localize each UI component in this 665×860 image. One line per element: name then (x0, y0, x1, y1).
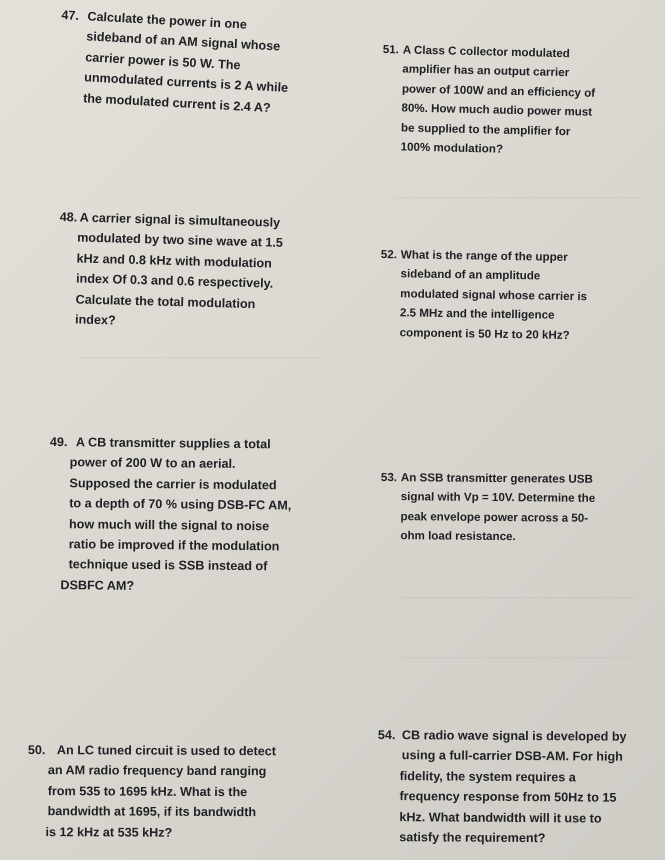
question-line: An LC tuned circuit is used to detect (56, 743, 276, 759)
question-line: ohm load resistance. (400, 529, 516, 544)
question-line: kHz and 0.8 kHz with modulation (76, 251, 273, 271)
question-number: 47. (61, 7, 80, 23)
show-through-text: ~~~~~~~~~~~~~~~~~~~~~~~~~~~~~~~~~~~ (400, 653, 636, 665)
question-line: be supplied to the amplifier for (400, 121, 571, 138)
question-line: unmodulated currents is 2 A while (83, 70, 289, 96)
question-number: 51. (382, 42, 400, 57)
question-line: index? (74, 312, 116, 328)
question-48 (57, 207, 320, 336)
question-53 (380, 468, 651, 548)
question-line: ratio be improved if the modulation (68, 537, 280, 554)
question-line: power of 100W and an efficiency of (401, 82, 596, 100)
question-number: 52. (380, 247, 398, 262)
question-line: Supposed the carrier is modulated (69, 476, 277, 493)
question-line: 100% modulation? (400, 140, 504, 156)
question-line: from 535 to 1695 kHz. What is the (47, 783, 248, 799)
question-line: sideband of an AM signal whose (86, 29, 281, 54)
question-line: technique used is SSB instead of (68, 557, 268, 574)
question-line: amplifier has an output carrier (402, 62, 570, 80)
question-line: satisfy the requirement? (399, 830, 546, 846)
question-line: 2.5 MHz and the intelligence (399, 306, 555, 322)
question-50 (27, 740, 318, 844)
question-line: Calculate the total modulation (75, 292, 256, 311)
question-line: kHz. What bandwidth will it use to (399, 809, 602, 826)
question-number: 48. (59, 209, 78, 225)
show-through-text: ~~~~~~~~~~~~~~~~~~~~~~~~~~~~~~~~~~~ (400, 593, 636, 605)
question-line: modulated signal whose carrier is (400, 287, 588, 304)
question-number: 50. (27, 742, 46, 758)
question-47 (57, 5, 322, 120)
question-line: CB radio wave signal is developed by (401, 728, 627, 744)
question-line: An SSB transmitter generates USB (400, 471, 593, 486)
question-51 (380, 40, 653, 163)
question-line: an AM radio frequency band ranging (47, 763, 267, 779)
question-line: What is the range of the upper (400, 248, 568, 264)
question-line: 80%. How much audio power must (401, 101, 593, 119)
question-line: frequency response from 50Hz to 15 (399, 789, 617, 805)
question-line: carrier power is 50 W. The (84, 50, 241, 73)
question-number: 49. (49, 434, 68, 450)
question-line: component is 50 Hz to 20 kHz? (399, 325, 570, 342)
question-line: A Class C collector modulated (402, 43, 570, 61)
question-line: DSBFC AM? (60, 577, 135, 593)
question-line: signal with Vp = 10V. Determine the (400, 490, 596, 506)
question-line: using a full-carrier DSB-AM. For high (401, 748, 623, 765)
question-line: index Of 0.3 and 0.6 respectively. (75, 271, 274, 291)
question-line: modulated by two sine wave at 1.5 (77, 230, 284, 251)
question-line: peak envelope power across a 50- (400, 509, 589, 525)
question-line: sideband of an amplitude (400, 267, 541, 283)
question-54 (377, 725, 658, 849)
show-through-text: ~~~~~~~~~~~~~~~~~~~~~~~~~~~~~~~~~~~~ (80, 353, 322, 365)
question-49 (48, 432, 330, 598)
question-line: the modulated current is 2.4 A? (82, 90, 272, 115)
question-line: bandwidth at 1695, if its bandwidth (47, 804, 257, 820)
question-line: fidelity, the system requires a (399, 768, 576, 785)
question-line: A CB transmitter supplies a total (75, 435, 271, 452)
question-52 (379, 245, 650, 346)
question-number: 54. (377, 727, 396, 743)
question-line: to a depth of 70 % using DSB-FC AM, (69, 496, 292, 513)
question-line: Calculate the power in one (87, 9, 248, 32)
question-line: A carrier signal is simultaneously (79, 210, 281, 230)
question-line: how much will the signal to noise (68, 516, 270, 533)
question-number: 53. (380, 470, 398, 485)
question-line: power of 200 W to an aerial. (69, 455, 236, 472)
question-line: is 12 kHz at 535 kHz? (45, 824, 173, 840)
show-through-text: ~~~~~~~~~~~~~~~~~~~~~~~~~~~~~~~~~~~~~ (395, 193, 644, 205)
